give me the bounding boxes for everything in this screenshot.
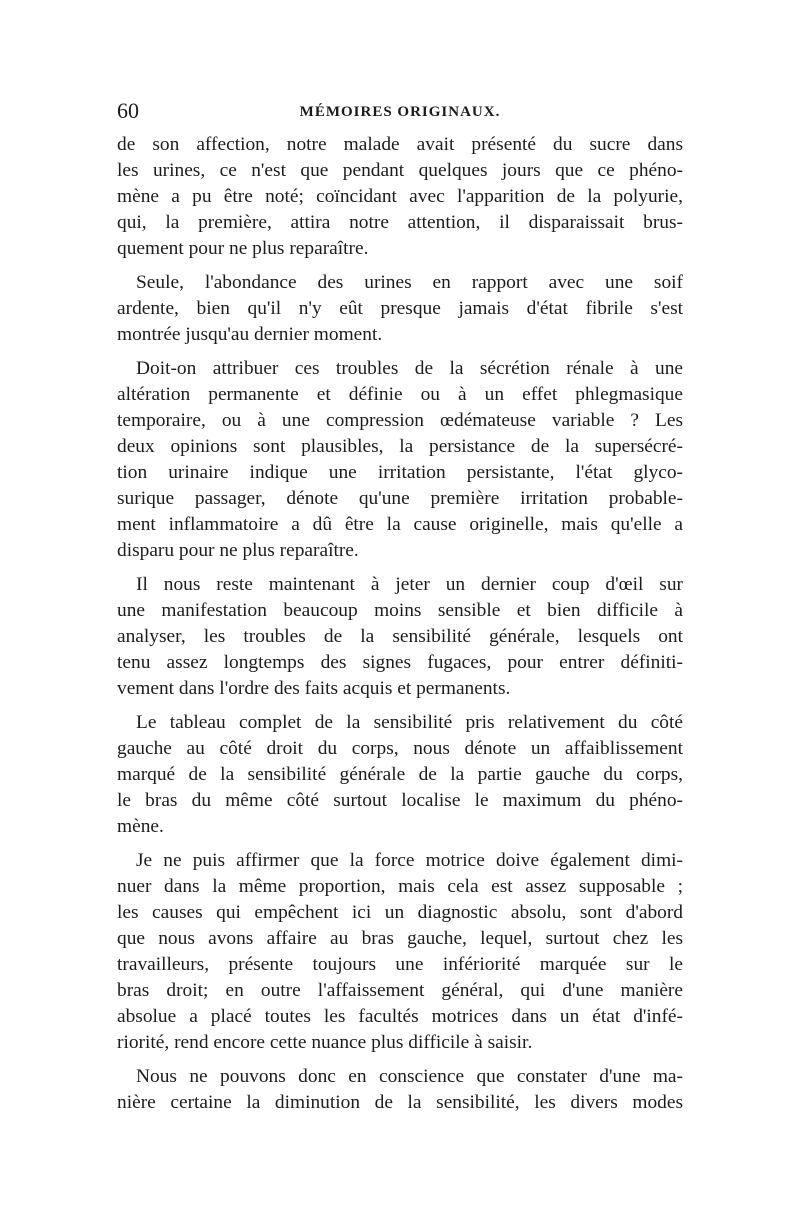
text-line: travailleurs, présente toujours une infériorité marquée sur le [117, 954, 683, 975]
text-line: ardente, bien qu'il n'y eût presque jamais d'état fibrile s'est [117, 298, 683, 319]
text-line: que nous avons affaire au bras gauche, lequel, surtout chez les [117, 928, 683, 949]
text-line: Il nous reste maintenant à jeter un dernier coup d'œil sur [136, 574, 683, 595]
text-line: Nous ne pouvons donc en conscience que constater d'une ma- [136, 1066, 683, 1087]
text-line: mène a pu être noté; coïncidant avec l'apparition de la polyurie, [117, 186, 683, 207]
text-line: Le tableau complet de la sensibilité pris relativement du côté [136, 712, 683, 733]
text-line: surique passager, dénote qu'une première irritation probable- [117, 488, 683, 509]
text-line: quement pour ne plus reparaître. [117, 238, 369, 259]
text-line: de son affection, notre malade avait présenté du sucre dans [117, 134, 683, 155]
running-head [117, 96, 683, 126]
body-text [117, 132, 683, 1124]
text-line: le bras du même côté surtout localise le maximum du phéno- [117, 790, 683, 811]
text-line: Doit-on attribuer ces troubles de la sécrétion rénale à une [136, 358, 683, 379]
text-line: montrée jusqu'au dernier moment. [117, 324, 383, 345]
text-line: disparu pour ne plus reparaître. [117, 540, 359, 561]
text-line: tion urinaire indique une irritation persistante, l'état glyco- [117, 462, 683, 483]
text-line: altération permanente et définie ou à un effet phlegmasique [117, 384, 683, 405]
text-line: deux opinions sont plausibles, la persistance de la supersécré- [117, 436, 683, 457]
paragraph [117, 572, 683, 702]
text-line: les urines, ce n'est que pendant quelques jours que ce phéno- [117, 160, 683, 181]
paragraph [117, 848, 683, 1056]
paragraph [117, 710, 683, 840]
text-line: Je ne puis affirmer que la force motrice doive également dimi- [136, 850, 683, 871]
paragraph [117, 270, 683, 348]
text-line: marqué de la sensibilité générale de la partie gauche du corps, [117, 764, 683, 785]
text-line: riorité, rend encore cette nuance plus difficile à saisir. [117, 1032, 533, 1053]
text-line: Seule, l'abondance des urines en rapport avec une soif [136, 272, 683, 293]
paragraph [117, 1064, 683, 1116]
paragraph [117, 132, 683, 262]
text-line: ment inflammatoire a dû être la cause originelle, mais qu'elle a [117, 514, 683, 535]
text-line: qui, la première, attira notre attention, il disparaissait brus- [117, 212, 683, 233]
text-line: nuer dans la même proportion, mais cela est assez supposable ; [117, 876, 683, 897]
text-line: absolue a placé toutes les facultés motrices dans un état d'infé- [117, 1006, 683, 1027]
text-line: une manifestation beaucoup moins sensible et bien difficile à [117, 600, 683, 621]
text-line: tenu assez longtemps des signes fugaces, pour entrer définiti- [117, 652, 683, 673]
text-line: analyser, les troubles de la sensibilité générale, lesquels ont [117, 626, 683, 647]
text-line: temporaire, ou à une compression œdémateuse variable ? Les [117, 410, 683, 431]
text-line: bras droit; en outre l'affaissement général, qui d'une manière [117, 980, 683, 1001]
text-line: nière certaine la diminution de la sensibilité, les divers modes [117, 1092, 683, 1113]
text-line: vement dans l'ordre des faits acquis et permanents. [117, 678, 511, 699]
text-line: mène. [117, 816, 164, 837]
paragraph [117, 356, 683, 564]
text-line: les causes qui empêchent ici un diagnostic absolu, sont d'abord [117, 902, 683, 923]
running-title: MÉMOIRES ORIGINAUX. [299, 104, 501, 120]
text-line: gauche au côté droit du corps, nous dénote un affaiblissement [117, 738, 683, 759]
page-number: 60 [117, 98, 139, 123]
